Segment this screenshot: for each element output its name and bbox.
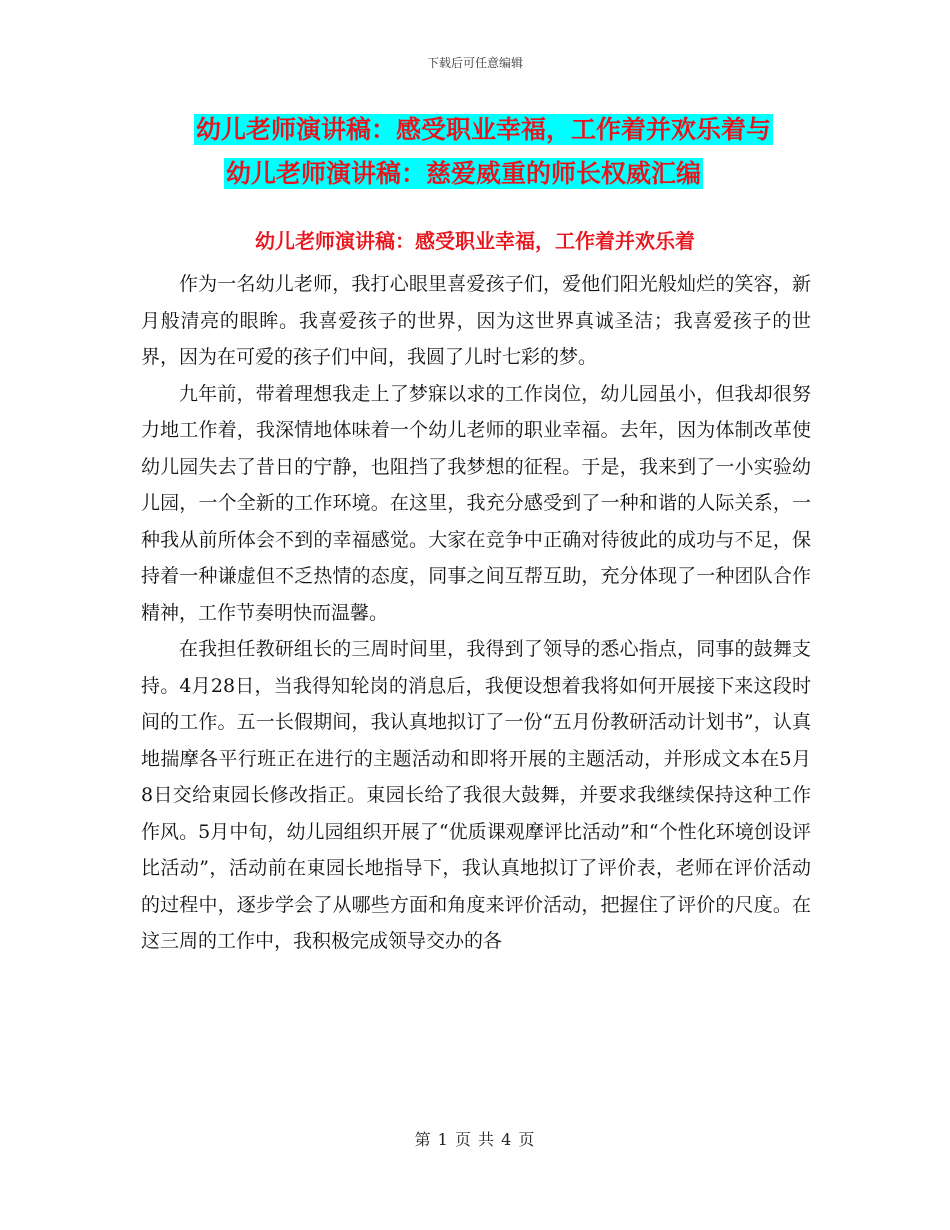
section-title: 幼儿老师演讲稿：感受职业幸福，工作着并欢乐着 — [255, 229, 695, 253]
speech-body — [141, 266, 811, 960]
paragraph-3: 在我担任教研组长的三周时间里，我得到了领导的悉心指点，同事的鼓舞支持。4月28日，当我得知轮岗的消息后，我便设想着我将如何开展接下来这段时间的工作。五一长假期间，我认真地拟订了一份“五月份教研活动计划书”，认真地揣摩各平行班正在进行的主题活动和即将开展的主题活动，并形成文本在5月8日交给東园长修改指正。東园长给了我很大鼓舞，并要求我继续保持这种工作作风。5月中旬，幼儿园组织开展了“优质课观摩评比活动”和“个性化环境创设评比活动”，活动前在東园长地指导下，我认真地拟订了评价表，老师在评价活动的过程中，逐步学会了从哪些方面和角度来评价活动，把握住了评价的尺度。在这三周的工作中，我积极完成领导交办的各 — [141, 638, 811, 952]
paragraph-1: 作为一名幼儿老师，我打心眼里喜爱孩子们，爱他们阳光般灿烂的笑容，新月般清亮的眼眸。我喜爱孩子的世界，因为这世界真诚圣洁；我喜爱孩子的世界，因为在可爱的孩子们中间，我圆了儿时七彩的梦。 — [141, 273, 811, 368]
document-title — [150, 108, 830, 196]
paragraph-2: 九年前，带着理想我走上了梦寐以求的工作岗位，幼儿园虽小，但我却很努力地工作着，我深情地体味着一个幼儿老师的职业幸福。去年，因为体制改革使幼儿园失去了昔日的宁静，也阻挡了我梦想的征程。于是，我来到了一小实验幼儿园，一个全新的工作环境。在这里，我充分感受到了一种和谐的人际关系，一种我从前所体会不到的幸福感觉。大家在竞争中正确对待彼此的成功与不足，保持着一种谦虚但不乏热情的态度，同事之间互帮互助，充分体现了一种团队合作精神，工作节奏明快而温馨。 — [141, 382, 811, 624]
page-footer: 第 1 页 共 4 页 — [414, 1130, 536, 1149]
document-title-line-2 — [150, 152, 830, 196]
title-highlight-2: 幼儿老师演讲稿：慈爱威重的师长权威汇编 — [226, 159, 702, 188]
document-title-line-1 — [150, 108, 830, 152]
title-highlight-1: 幼儿老师演讲稿：感受职业幸福，工作着并欢乐着与 — [196, 115, 772, 144]
page-header-note: 下载后可任意编辑 — [426, 56, 523, 70]
